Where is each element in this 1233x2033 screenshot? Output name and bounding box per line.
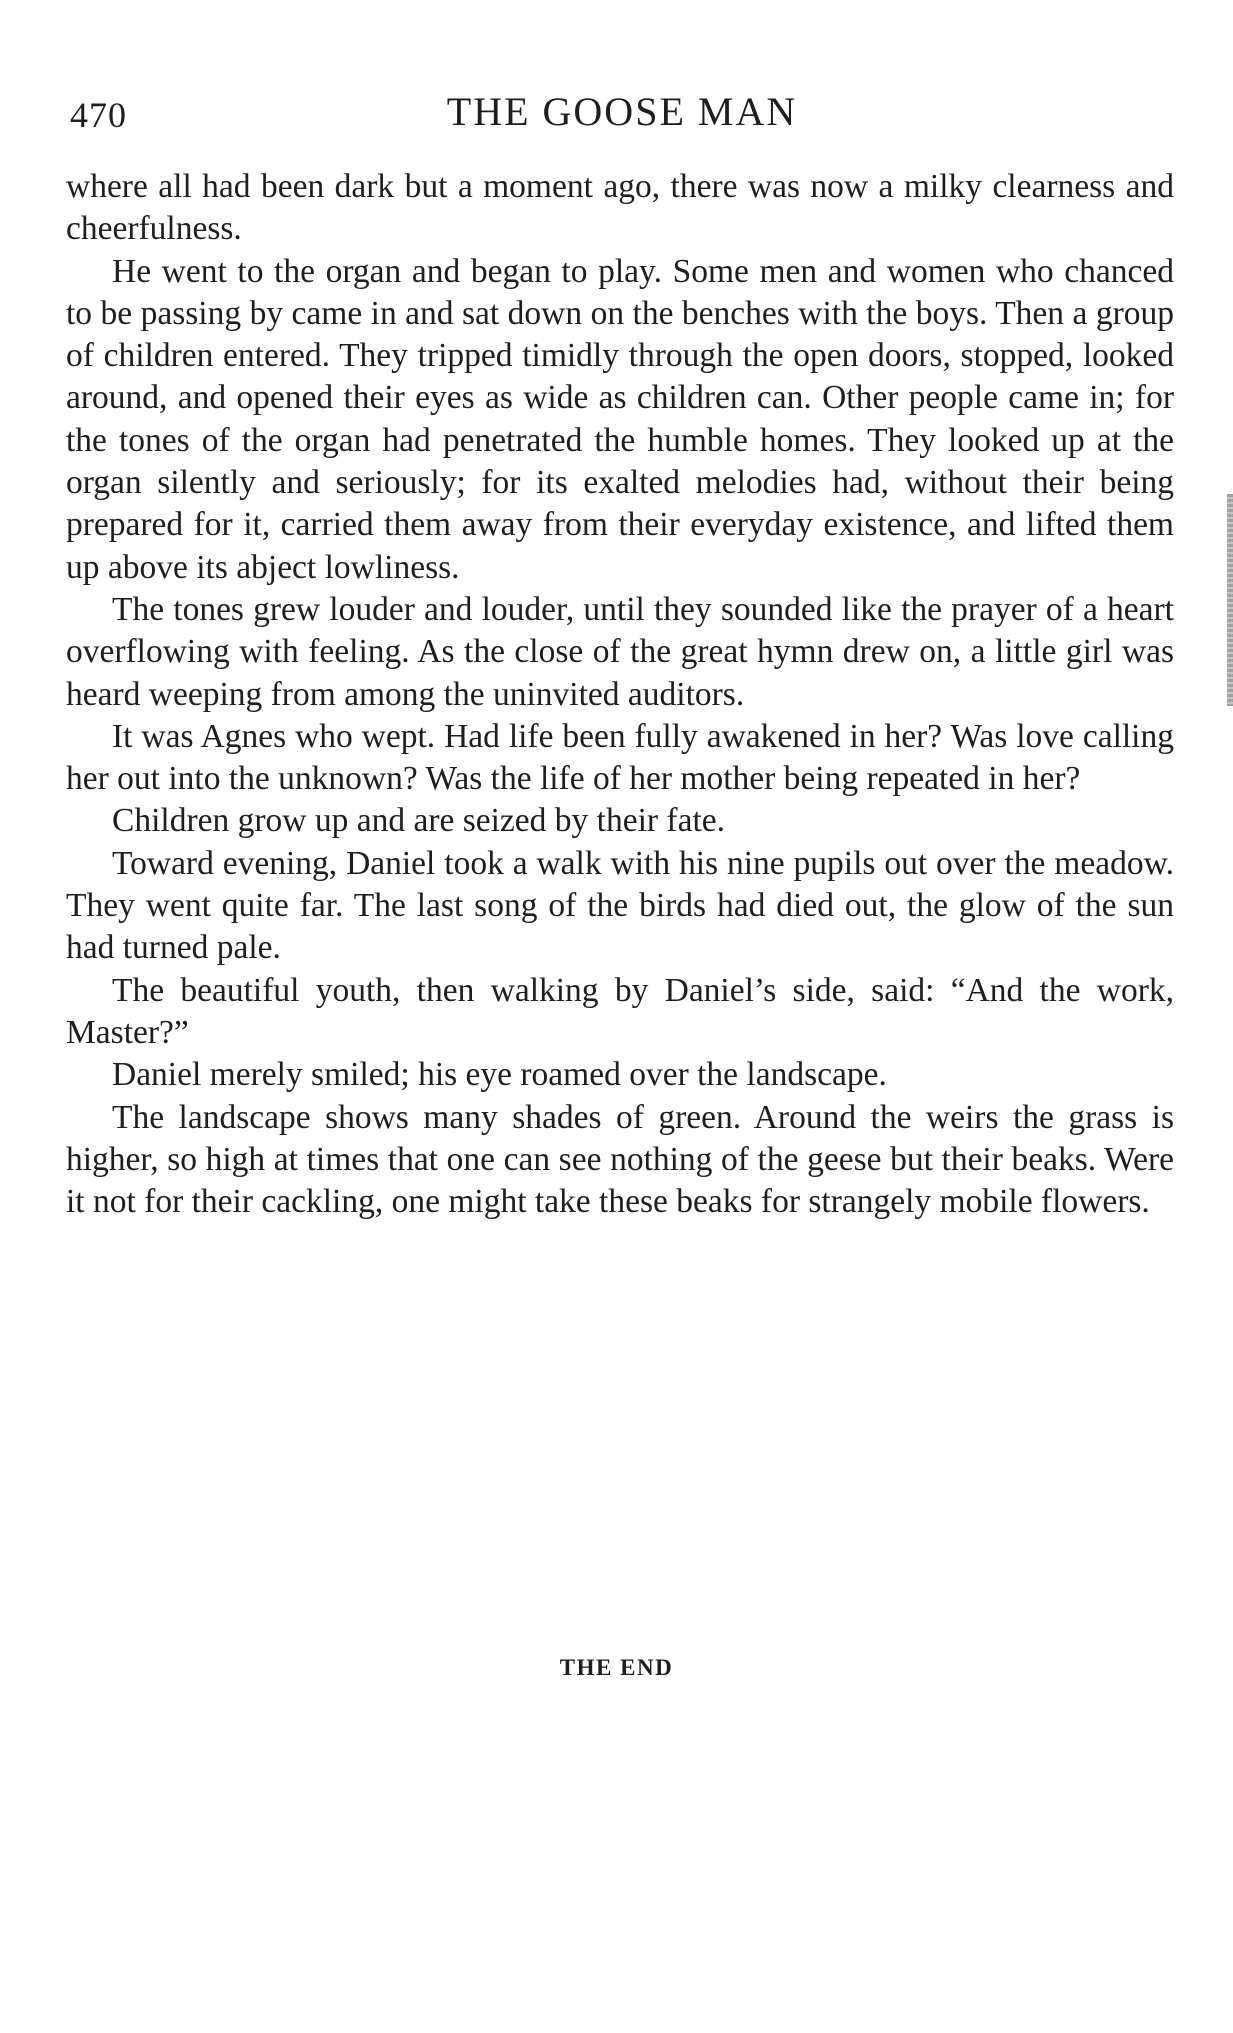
paragraph: It was Agnes who wept. Had life been fully awakened in her? Was love calling her out into the unknown? Was the life of her mother being repeated in her? [66, 717, 1174, 798]
page-edge-mark [1227, 494, 1233, 706]
paragraph: Daniel merely smiled; his eye roamed over the landscape. [112, 1056, 887, 1094]
paragraph: Children grow up and are seized by their fate. [112, 802, 726, 840]
body-text [66, 166, 1174, 1223]
paragraph: He went to the organ and began to play. Some men and women who chanced to be passing by came in and sat down on the benches with the boys. Then a group of children entered. They tripped timidly through the open doors, stopped, looked around, and opened their eyes as wide as children can. Other people came in; for the tones of the organ had penetrated the humble homes. They looked up at the organ silently and seriously; for its exalted melodies had, without their being prepared for it, carried them away from their everyday existence, and lifted them up above its abject lowliness. [66, 252, 1174, 586]
page-header [70, 88, 1174, 138]
paragraph: Toward evening, Daniel took a walk with his nine pupils out over the meadow. They went quite far. The last song of the birds had died out, the glow of the sun had turned pale. [66, 844, 1174, 967]
paragraph: The landscape shows many shades of green. Around the weirs the grass is higher, so high at times that one can see nothing of the geese but their beaks. Were it not for their cackling, one might take these beaks for strangely mobile flowers. [66, 1098, 1174, 1221]
paragraph: The beautiful youth, then walking by Daniel’s side, said: “And the work, Master?” [66, 971, 1174, 1051]
page-number: 470 [70, 95, 127, 135]
the-end-label: THE END [559, 1655, 674, 1680]
paragraph: where all had been dark but a moment ago, there was now a milky clearness and cheerfulness. [66, 168, 1174, 248]
paragraph: The tones grew louder and louder, until they sounded like the prayer of a heart overflowing with feeling. As the close of the great hymn drew on, a little girl was heard weeping from among the uninvited auditors. [66, 590, 1174, 713]
running-head: THE GOOSE MAN [446, 89, 798, 134]
